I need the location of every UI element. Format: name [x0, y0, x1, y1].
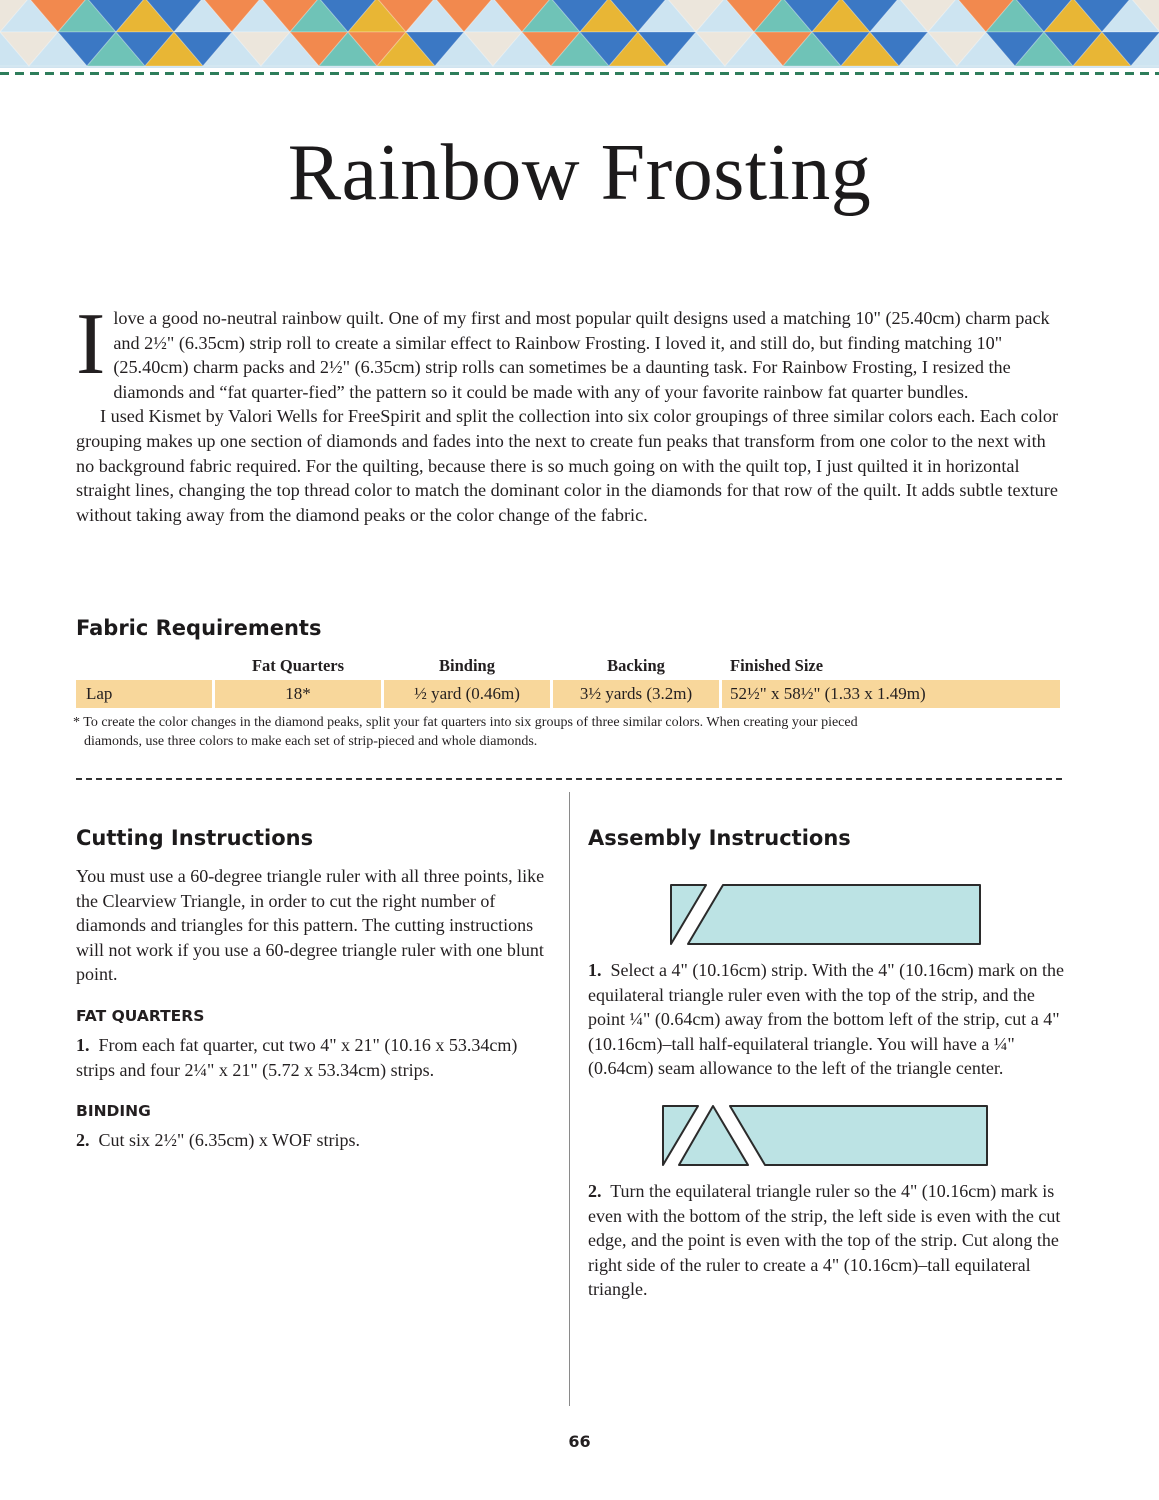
table-cell: Lap — [76, 680, 212, 708]
quilt-banner-image — [0, 0, 1159, 68]
intro-paragraph-2: I used Kismet by Valori Wells for FreeSpirit and split the collection into six color groupings of three similar colors each. Each color grouping makes up one section of diamonds and fades into the next to create fun peaks that transform from one color to the next with no background fabric required. For the quilting, because there is so much going on with the quilt top, I just quilted it in horizontal straight lines, changing the top thread color to match the dominant color in the diamonds for that row of the quilt. It adds subtle texture without taking away from the diamond peaks or the color change of the fabric. — [76, 406, 1059, 525]
table-header-cell: Backing — [607, 656, 665, 675]
binding-subheading: BINDING — [76, 1102, 151, 1121]
quilt-triangles-illustration — [0, 0, 1159, 68]
assembly-step-2: 2. Turn the equilateral triangle ruler so the 4" (10.16cm) mark is even with the bottom of the strip, the left side is even with the cut edge, and the point is even with the top of the strip. Cut along the right side of the ruler to create a 4" (10.16cm)–tall equilateral triangle. — [588, 1180, 1061, 1300]
cutting-instructions-heading: Cutting Instructions — [76, 826, 314, 850]
step-1-diagram — [668, 882, 988, 952]
table-cell: 52½" x 58½" (1.33 x 1.49m) — [722, 680, 1060, 708]
cutting-intro: You must use a 60-degree triangle ruler with all three points, like the Clearview Triangle, in order to cut the right number of diamonds and triangles for this pattern. The cutting instructions will not work if you use a 60-degree triangle ruler with one blunt point. — [76, 866, 545, 985]
table-header-cell: Finished Size — [730, 656, 824, 675]
fat-quarters-subheading: FAT QUARTERS — [76, 1006, 205, 1025]
strip-remainder-piece — [688, 885, 980, 944]
column-divider — [569, 792, 570, 1406]
fabric-requirements-heading: Fabric Requirements — [76, 616, 322, 640]
assembly-instructions — [588, 826, 1068, 1302]
step-2-diagram — [660, 1103, 1000, 1173]
cutting-step-1: 1. From each fat quarter, cut two 4" x 21" (10.16 x 53.34cm) strips and four 2¼" x 21" (5.72 x 53.34cm) strips. — [76, 1034, 518, 1080]
table-cell: 3½ yards (3.2m) — [553, 680, 719, 708]
table-header-cell — [76, 654, 212, 680]
table-cell: ½ yard (0.46m) — [384, 680, 550, 708]
section-dashed-divider — [76, 778, 1064, 780]
table-header-cell: Binding — [439, 656, 495, 675]
table-row — [76, 680, 1060, 708]
intro-text — [76, 296, 1062, 527]
drop-cap: I — [76, 296, 106, 393]
cutting-instructions — [76, 826, 546, 1153]
page-title: Rainbow Frosting — [287, 129, 872, 217]
assembly-instructions-heading: Assembly Instructions — [588, 826, 851, 850]
intro-paragraph-1: Ilove a good no-neutral rainbow quilt. One of my first and most popular quilt designs used a matching 10" (25.40cm) charm pack and 2½" (6.35cm) strip roll to create a similar effect to Rainbow Frosting. I loved it, and still do, but finding matching 10" (25.40cm) charm packs and 2½" (6.35cm) strip rolls can sometimes be a daunting task. For Rainbow Frosting, I resized the diamonds and “fat quarter-fied” the pattern so it could be made with any of your favorite rainbow fat quarter bundles. — [76, 296, 1050, 402]
table-cell: 18* — [215, 680, 381, 708]
cutting-step-2: 2. Cut six 2½" (6.35cm) x WOF strips. — [76, 1130, 361, 1151]
strip-remainder-piece — [730, 1106, 987, 1165]
table-header-row — [76, 654, 1060, 680]
table-footnote: * To create the color changes in the diamond peaks, split your fat quarters into six groups of three similar colors. When creating your pieced diamonds, use three colors to make each set of strip-pieced and whole diamonds. — [73, 715, 858, 749]
banner-dashed-divider — [0, 72, 1159, 75]
assembly-step-1: 1. Select a 4" (10.16cm) strip. With the 4" (10.16cm) mark on the equilateral triangle ruler even with the top of the strip, and the point ¼" (0.64cm) away from the bottom left of the strip, cut a 4" (10.16cm)–tall half-equilateral triangle. You will have a ¼" (0.64cm) seam allowance to the left of the triangle center. — [588, 960, 1065, 1079]
table-header-cell: Fat Quarters — [251, 656, 345, 675]
fabric-requirements-table — [73, 654, 1063, 708]
page-number: 66 — [568, 1432, 591, 1451]
